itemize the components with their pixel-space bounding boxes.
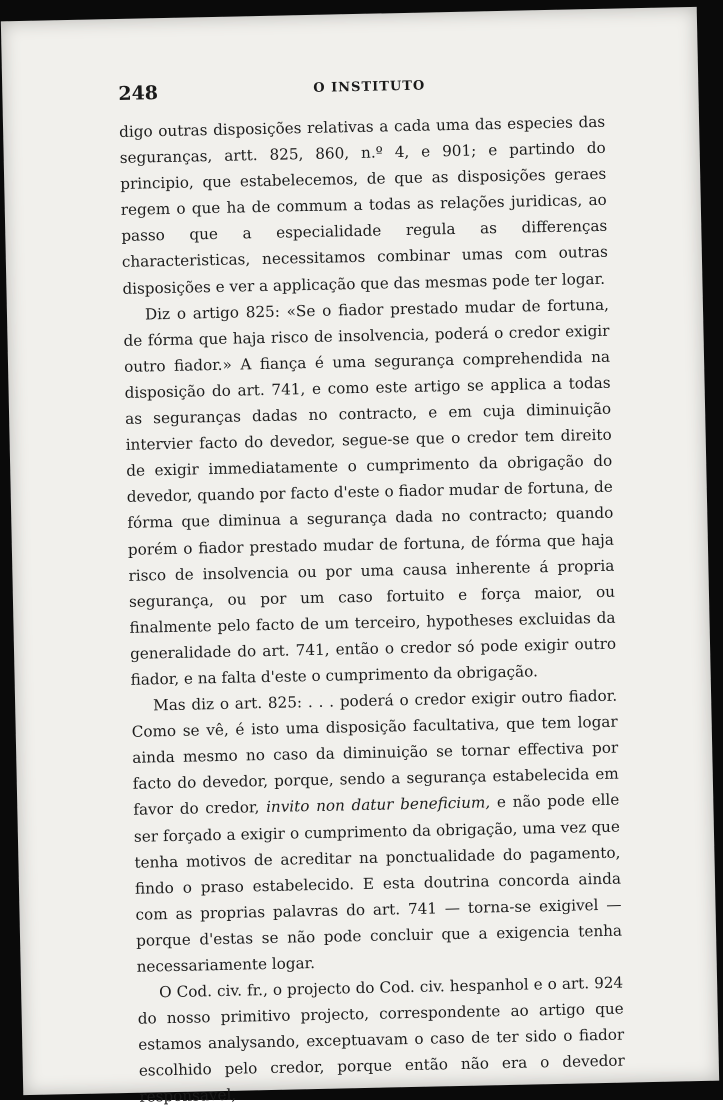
paragraph-3 [131,683,623,980]
running-title: O INSTITUTO [313,78,426,96]
latin-maxim: invito non datur beneficium, [265,793,491,817]
paragraph-1: digo outras disposições relativas a cada uma das especies das seguranças, artt. 825, 860, n.º 4, e 901; e partindo do principio, que estabelecemos, de que as disposições geraes regem o que ha de commum a todas as relações juridicas, ao passo que a especialidade regula as differenças characteristicas, necessitamos combinar umas com outras disposições e ver a applicação que das mesmas pode ter logar. [118,112,608,298]
page-header [118,71,609,111]
book-page [1,7,719,1107]
page-number: 248 [118,82,159,105]
paragraph-4: O Cod. civ. fr., o projecto do Cod. civ. hespanhol e o art. 924 do nosso primitivo projecto, correspondente ao artigo que estamos analysando, exceptuavam o caso de ter sido o fiador escolhido pelo credor, porque então não era o devedor responsavel, [137,973,625,1107]
paragraph-3-text-before: Mas diz o art. 825: . . . poderá o credor exigir outro fiador. Como se vê, é isto uma disposição facultativa, que tem logar ainda mesmo no caso da diminuição se tornar effectiva por facto do devedor, porque, sendo a segurança estabelecida em favor do credor, [131,686,619,820]
paragraph-2: Diz o artigo 825: «Se o fiador prestado mudar de fortuna, de fórma que haja risco de insolvencia, poderá o credor exigir outro fiador.» A fiança é uma segurança comprehendida na disposição do art. 741, e como este artigo se applica a todas as seguranças dadas no contracto, e em cuja diminuição intervier facto do devedor, segue-se que o credor tem direito de exigir immediatamente o cumprimento da obrigação do devedor, quando por facto d'este o fiador mudar de fortuna, de fórma que diminua a segurança dada no contracto; quando porém o fiador prestado mudar de fortuna, de fórma que haja risco de insolvencia ou por uma causa inherente á propria segurança, ou por um caso fortuito e força maior, ou finalmente pelo facto de um terceiro, hypotheses excluidas da generalidade do art. 741, então o credor só pode exigir outro fiador, e na falta d'este o cumprimento da obrigação. [123,295,617,689]
paragraph-3-text-after: e não pode elle ser forçado a exigir o cumprimento da obrigação, uma vez que tenha motivos de acreditar na ponctualidade do pagamento, findo o praso estabelecido. E esta doutrina concorda ainda com as proprias palavras do art. 741 — torna-se exigivel — porque d'estas se não pode concluir que a exigencia tenha necessariamente logar. [133,791,623,976]
body-text [119,109,626,1111]
